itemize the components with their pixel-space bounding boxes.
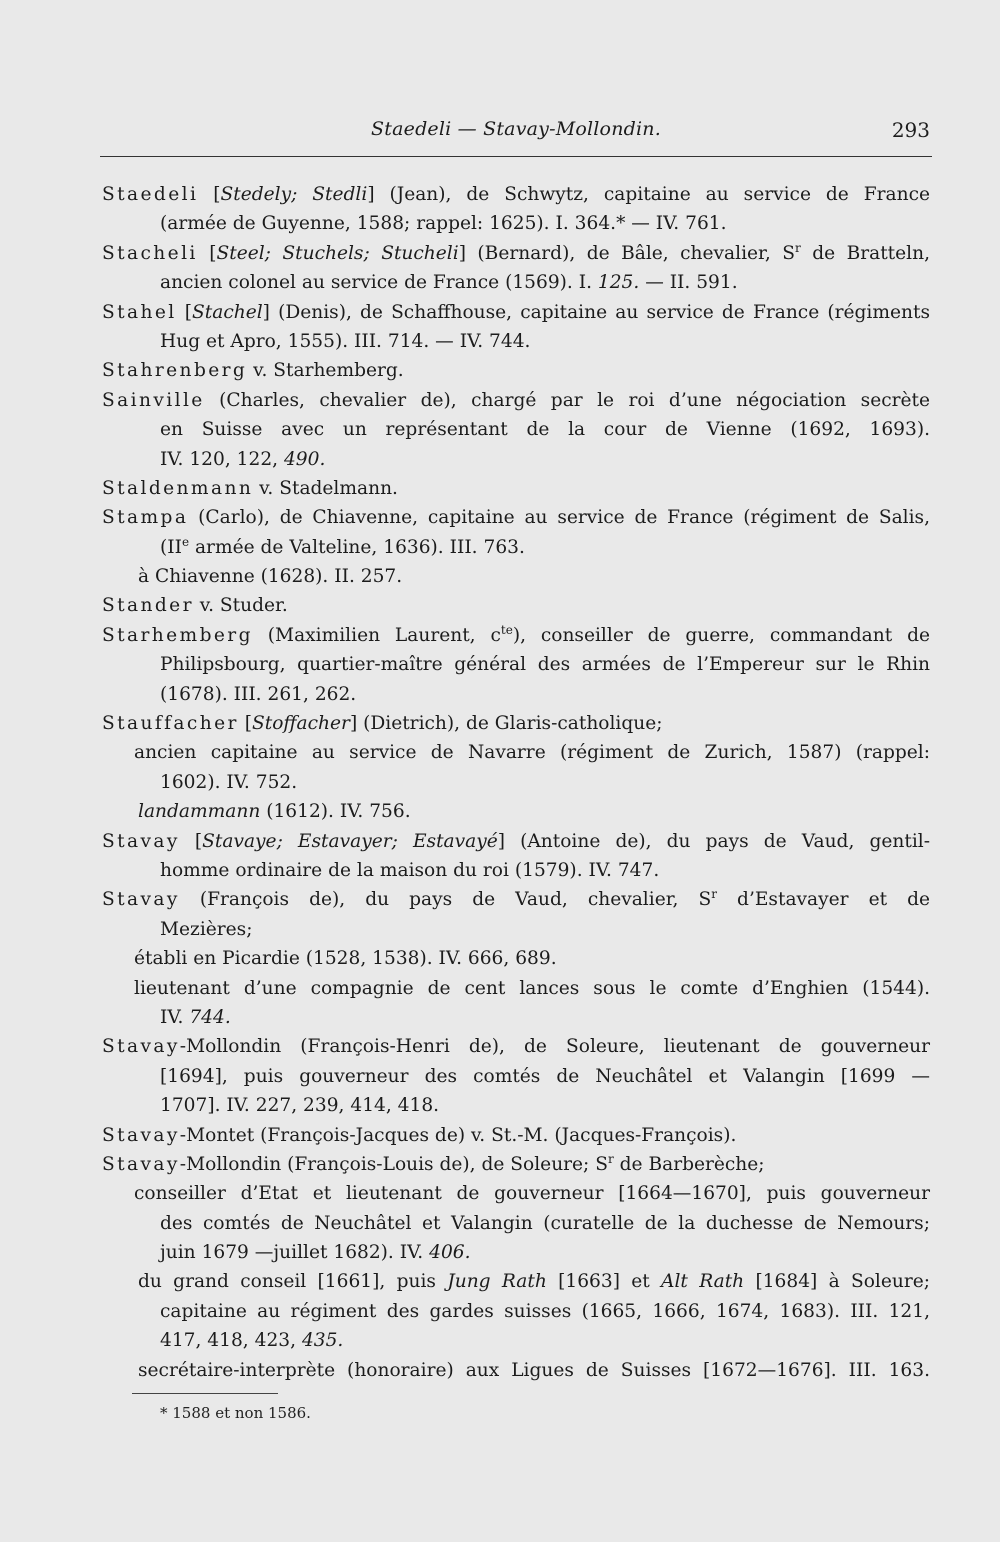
entry-stavay-mollondin-fl-line-2: conseiller d’Etat et lieutenant de gouverneur [1664—1670], puis gouverneur [134, 1183, 930, 1205]
entry-stavay-francois-line-1: Stavay (François de), du pays de Vaud, chevalier, $S^r$ d’Estavayer et de [102, 887, 930, 911]
entry-name: Stahel [102, 301, 177, 323]
entry-name: Stavay [102, 1153, 180, 1175]
entry-stavay-montet: Stavay-Montet (François-Jacques de) v. St.-M. (Jacques-François). [102, 1124, 737, 1146]
entry-name: Stacheli [102, 242, 198, 264]
entry-stavay-mollondin-fl-line-4: juin 1679 —juillet 1682). IV. 406. [160, 1242, 471, 1264]
entry-name: Stahrenberg [102, 360, 248, 382]
running-title: Staedeli — Stavay-Mollondin. [371, 118, 661, 140]
entry-staedeli-line-2: (armée de Guyenne, 1588; rappel: 1625). I. 364.* — IV. 761. [160, 213, 727, 235]
entry-name: Starhemberg [102, 624, 253, 646]
entry-starhemberg-line-1: Starhemberg (Maximilien Laurent, $c^{te}$), conseiller de guerre, commandant de [102, 622, 930, 646]
entry-sainville-line-1: Sainville (Charles, chevalier de), chargé par le roi d’une négociation secrète [102, 389, 930, 411]
entry-name: Sainville [102, 389, 205, 411]
footnote-rule [132, 1393, 278, 1394]
entry-name: Stavay [102, 1124, 180, 1146]
entry-staedeli-line-1: Staedeli [Stedely; Stedli] (Jean), de Schwytz, capitaine au service de France [102, 184, 930, 205]
entry-stauffacher-line-4: landammann (1612). IV. 756. [138, 801, 411, 823]
index-entries [102, 180, 930, 1385]
entry-stampa-line-1: Stampa (Carlo), de Chiavenne, capitaine au service de France (régiment de Salis, [102, 507, 930, 529]
entry-sainville-line-3: IV. 120, 122, 490. [160, 448, 326, 470]
entry-name: Stander [102, 595, 194, 617]
entry-stacheli-line-2: ancien colonel au service de France (1569). I. 125. — II. 591. [160, 272, 738, 294]
entry-stavay-antoine-line-1: Stavay [Stavaye; Estavayer; Estavayé] (Antoine de), du pays de Vaud, gentil- [102, 830, 931, 852]
entry-staldenmann: Staldenmann v. Stadelmann. [102, 477, 398, 499]
entry-stavay-mollondin-fl-line-3: des comtés de Neuchâtel et Valangin (curatelle de la duchesse de Nemours; [160, 1212, 930, 1234]
entry-stavay-mollondin-fl-line-8: secrétaire-interprète (honoraire) aux Ligues de Suisses [1672—1676]. III. 163. [138, 1359, 930, 1381]
entry-stavay-mollondin-fl-line-7: 417, 418, 423, 435. [160, 1330, 344, 1352]
entry-name: Staedeli [102, 184, 199, 205]
entry-name: Stavay [102, 1036, 180, 1058]
entry-stahrenberg: Stahrenberg v. Starhemberg. [102, 360, 404, 382]
footnote: * 1588 et non 1586. [160, 1404, 311, 1422]
entry-sainville-line-2: en Suisse avec un représentant de la cour de Vienne (1692, 1693). [160, 419, 930, 441]
entry-name: Stauffacher [102, 713, 239, 735]
entry-stander: Stander v. Studer. [102, 595, 288, 617]
entry-stavay-francois-line-5: IV. 744. [160, 1006, 231, 1028]
entry-stavay-mollondin-fl-line-5: du grand conseil [1661], puis Jung Rath [1663] et Alt Rath [1684] à Soleure; [138, 1271, 930, 1293]
entry-name: Stavay [102, 889, 180, 911]
entry-stavay-antoine-line-2: homme ordinaire de la maison du roi (1579). IV. 747. [160, 859, 660, 881]
entry-stavay-francois-line-4: lieutenant d’une compagnie de cent lances sous le comte d’Enghien (1544). [134, 977, 930, 999]
entry-stavay-mollondin-fl-line-6: capitaine au régiment des gardes suisses (1665, 1666, 1674, 1683). III. 121, [160, 1300, 930, 1322]
entry-name: Stavay [102, 830, 180, 852]
page-number: 293 [891, 118, 930, 142]
entry-stauffacher-line-2: ancien capitaine au service de Navarre (régiment de Zurich, 1587) (rappel: [134, 742, 930, 764]
entry-stavay-mollondin-fl-line-1: Stavay-Mollondin (François-Louis de), de Soleure; $S^r$ de Barberèche; [102, 1151, 765, 1175]
entry-stavay-francois-line-2: Mezières; [160, 918, 253, 940]
entry-stavay-francois-line-3: établi en Picardie (1528, 1538). IV. 666, 689. [134, 948, 557, 970]
entry-stavay-mollondin-fh-line-1: Stavay-Mollondin (François-Henri de), de Soleure, lieutenant de gouverneur [102, 1036, 930, 1058]
entry-stahel-line-2: Hug et Apro, 1555). III. 714. — IV. 744. [160, 330, 531, 352]
entry-stauffacher-line-1: Stauffacher [Stoffacher] (Dietrich), de Glaris-catholique; [102, 713, 663, 735]
page-header [100, 116, 932, 157]
entry-stauffacher-line-3: 1602). IV. 752. [160, 771, 298, 793]
entry-name: Stampa [102, 507, 189, 529]
entry-stampa-line-2: (IIe armée de Valteline, 1636). III. 763. [160, 534, 525, 558]
entry-stavay-mollondin-fh-line-3: 1707]. IV. 227, 239, 414, 418. [160, 1095, 440, 1117]
entry-stampa-line-3: à Chiavenne (1628). II. 257. [138, 566, 403, 588]
entry-stahel-line-1: Stahel [Stachel] (Denis), de Schaffhouse, capitaine au service de France (régiments [102, 301, 930, 323]
entry-starhemberg-line-2: Philipsbourg, quartier-maître général des armées de l’Empereur sur le Rhin [160, 654, 930, 676]
entry-starhemberg-line-3: (1678). III. 261, 262. [160, 683, 357, 705]
entry-stavay-mollondin-fh-line-2: [1694], puis gouverneur des comtés de Neuchâtel et Valangin [1699 — [160, 1065, 930, 1087]
entry-stacheli-line-1: Stacheli [Steel; Stuchels; Stucheli] (Bernard), de Bâle, chevalier, $S^r$ de Bratteln, [102, 240, 930, 264]
entry-name: Staldenmann [102, 477, 254, 499]
